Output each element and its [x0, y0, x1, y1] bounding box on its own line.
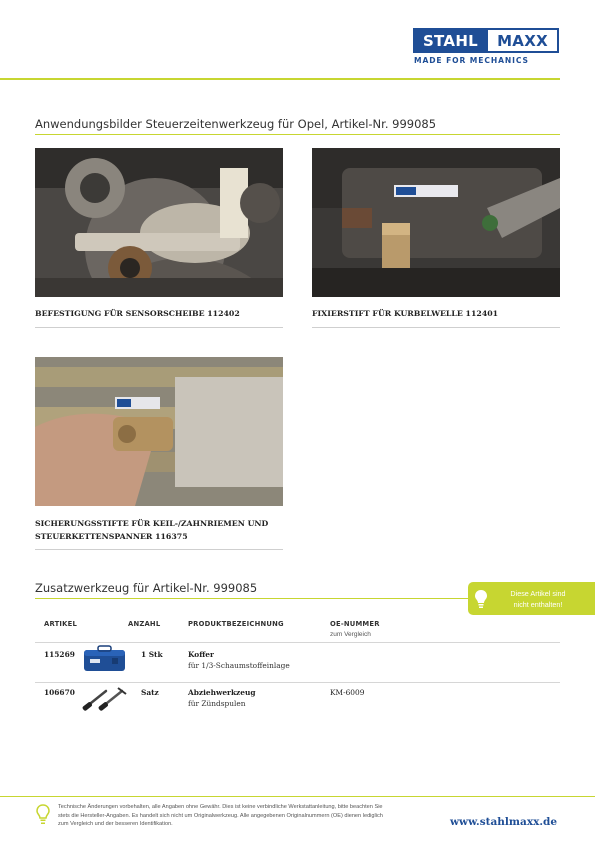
- cell-artikel: 106670: [44, 688, 75, 697]
- photo-locking-pins: [35, 357, 283, 506]
- lightbulb-icon: [36, 804, 50, 831]
- cell-artikel: 115269: [44, 650, 75, 659]
- col-header-produkt: PRODUKTBEZEICHNUNG: [188, 620, 284, 628]
- logo-tagline: MADE FOR MECHANICS: [414, 56, 529, 65]
- cell-oe: KM-6009: [330, 688, 365, 697]
- section-title-additional-tools: Zusatzwerkzeug für Artikel-Nr. 999085: [35, 581, 258, 595]
- caption-locking-pins-line1: SICHERUNGSSTIFTE FÜR KEIL-/ZAHNRIEMEN UND: [35, 519, 269, 528]
- caption-divider: [35, 327, 283, 328]
- col-header-oe: OE-NUMMER: [330, 620, 380, 628]
- caption-sensor-disc: BEFESTIGUNG FÜR SENSORSCHEIBE 112402: [35, 309, 240, 318]
- logo-text-left: STAHL: [413, 28, 488, 53]
- cell-anzahl: 1 Stk: [141, 650, 163, 659]
- footer-divider: [0, 796, 595, 797]
- cell-product-desc: für Zündspulen: [188, 699, 246, 708]
- lightbulb-icon: [468, 589, 494, 609]
- cell-product-name: Koffer: [188, 650, 214, 659]
- case-product-icon: [82, 645, 127, 673]
- notice-not-included: [468, 582, 595, 615]
- section-divider: [35, 134, 560, 135]
- table-row-divider: [35, 682, 560, 683]
- website-link[interactable]: www.stahlmaxx.de: [450, 816, 558, 828]
- photo-crankshaft-pin: [312, 148, 560, 297]
- caption-crankshaft-pin: FIXIERSTIFT FÜR KURBELWELLE 112401: [312, 309, 499, 318]
- footer-line: zum Vergleich und der besseren Identifikation.: [58, 821, 173, 827]
- header-divider: [0, 78, 560, 80]
- caption-divider: [35, 549, 283, 550]
- logo-text-right: MAXX: [488, 28, 559, 53]
- stahlmaxx-logo: [413, 28, 559, 53]
- notice-line1: Diese Artikel sind: [510, 588, 566, 598]
- cell-anzahl: Satz: [141, 688, 159, 697]
- col-header-oe-sub: zum Vergleich: [330, 631, 371, 638]
- footer-disclaimer: [58, 803, 403, 829]
- caption-divider: [312, 327, 560, 328]
- puller-tool-icon: [80, 685, 128, 711]
- col-header-anzahl: ANZAHL: [128, 620, 161, 628]
- notice-line2: nicht enthalten!: [513, 599, 563, 609]
- col-header-artikel: ARTIKEL: [44, 620, 77, 628]
- section-divider: [35, 598, 468, 599]
- caption-locking-pins-line2: STEUERKETTENSPANNER 116375: [35, 532, 188, 541]
- section-title-application: Anwendungsbilder Steuerzeitenwerkzeug für Opel, Artikel-Nr. 999085: [35, 117, 437, 131]
- photo-sensor-disc: [35, 148, 283, 297]
- cell-product-name: Abziehwerkzeug: [188, 688, 256, 697]
- footer-line: Technische Änderungen vorbehalten, alle Angaben ohne Gewähr. Dies ist keine verbindliche Werkstattanleitung, bitte beachten Sie: [58, 804, 383, 810]
- footer-line: stets die Hersteller-Angaben. Es handelt sich nicht um Originalwerkzeug. Alle angegebenen Originalnummern (OE) dienen lediglich: [58, 812, 383, 819]
- cell-product-desc: für 1/3-Schaumstoffeinlage: [188, 661, 290, 670]
- table-header-divider: [35, 642, 560, 643]
